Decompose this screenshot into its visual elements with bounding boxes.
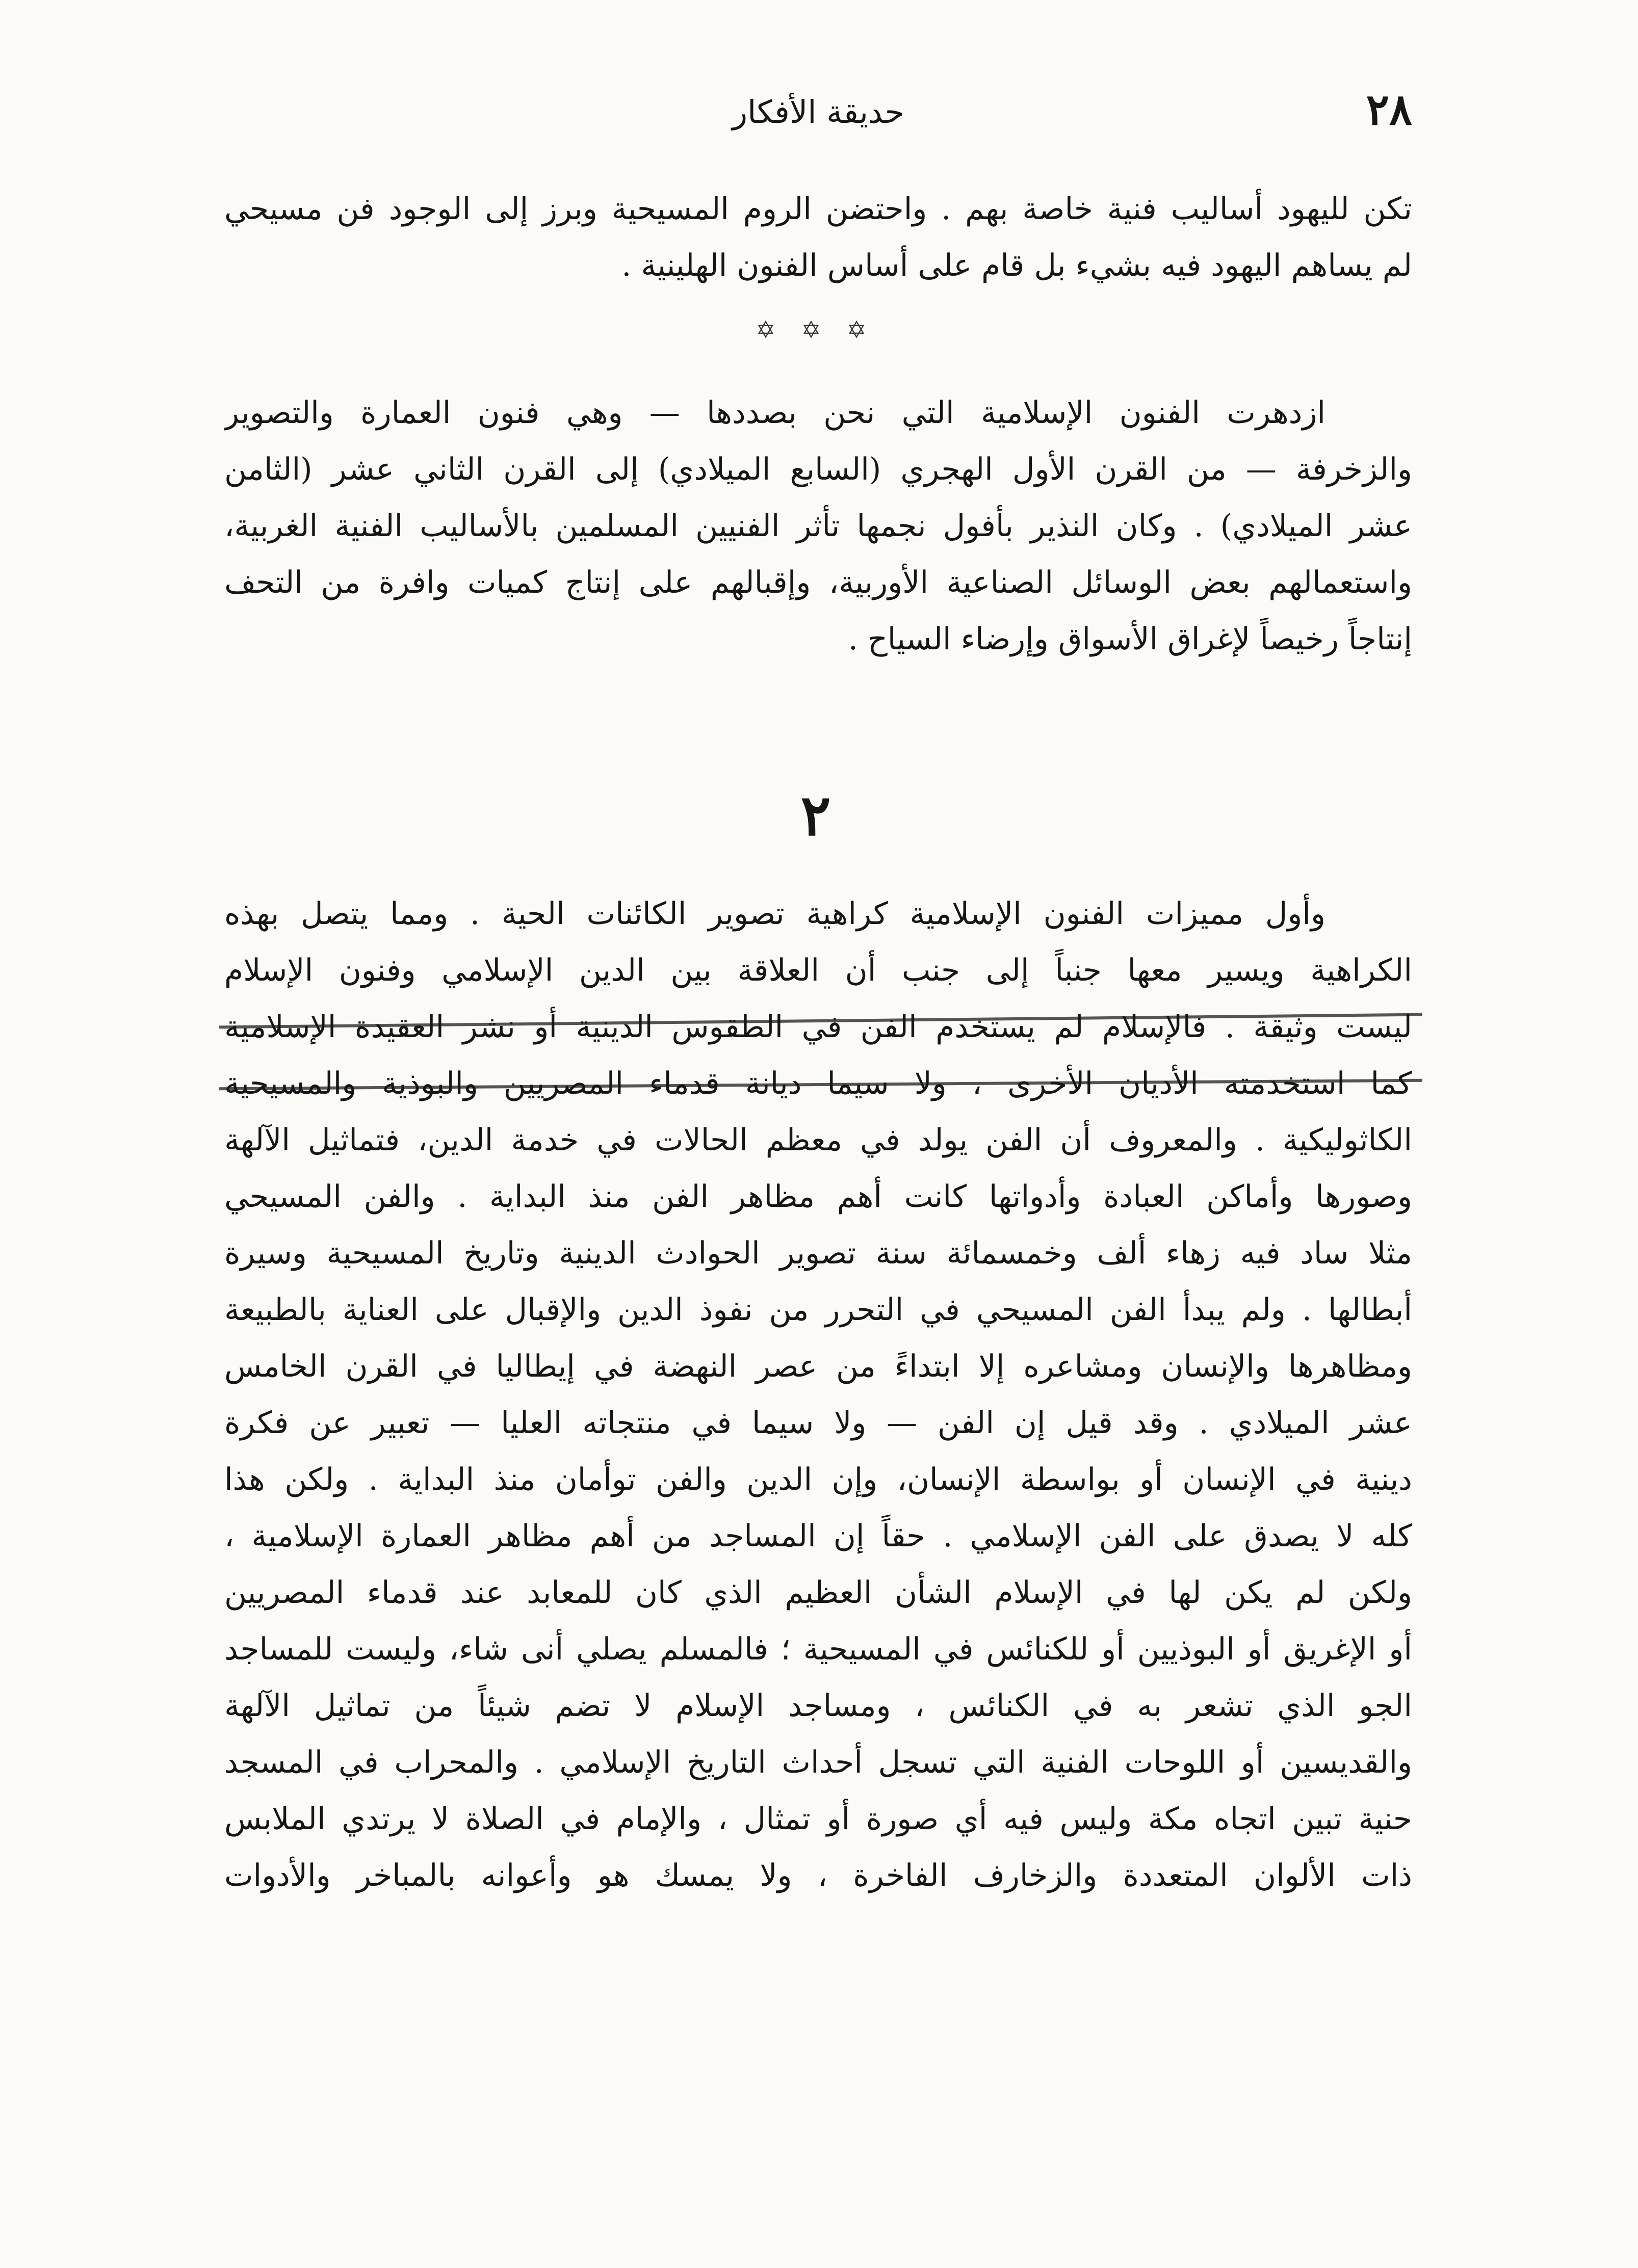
section-number: ٢ (800, 782, 831, 848)
running-head (224, 82, 1412, 138)
text-line: وصورها وأماكن العبادة وأدواتها كانت أهم مظاهر الفن منذ البداية . والفن المسيحي (224, 1179, 1412, 1215)
text-line: كما استخدمته الأديان الأخرى ، ولا سيما ديانة قدماء المصريين والبوذية والمسيحية (224, 1066, 1412, 1101)
text-line: أو الإغريق أو البوذيين أو للكنائس في المسيحية ؛ فالمسلم يصلي أنى شاء، وليست للمساجد (224, 1631, 1412, 1667)
text-line: تكن لليهود أساليب فنية خاصة بهم . واحتضن الروم المسيحية وبرز إلى الوجود فن مسيحي (224, 191, 1412, 227)
text-line: عشر الميلادي . وقد قيل إن الفن — ولا سيما في منتجاته العليا — تعبير عن فكرة (224, 1405, 1412, 1441)
text-line: أبطالها . ولم يبدأ الفن المسيحي في التحرر من نفوذ الدين والإقبال على العناية بالطبيعة (224, 1292, 1412, 1328)
text-line: والقديسين أو اللوحات الفنية التي تسجل أحداث التاريخ الإسلامي . والمحراب في المسجد (224, 1745, 1412, 1780)
text-line: وأول مميزات الفنون الإسلامية كراهية تصوير الكائنات الحية . ومما يتصل بهذه (224, 896, 1325, 932)
intro-paragraph (224, 181, 1412, 294)
running-title: حديقة الأفكار (732, 93, 904, 130)
text-line: الكاثوليكية . والمعروف أن الفن يولد في معظم الحالات في خدمة الدين، فتماثيل الآلهة (224, 1122, 1412, 1158)
text-line: واستعمالهم بعض الوسائل الصناعية الأوربية، وإقبالهم على إنتاج كميات وافرة من التحف (224, 565, 1412, 600)
text-line: ذات الألوان المتعددة والزخارف الفاخرة ، ولا يمسك هو وأعوانه بالمباخر والأدوات (224, 1858, 1412, 1893)
text-line: ولكن لم يكن لها في الإسلام الشأن العظيم الذي كان للمعابد عند قدماء المصريين (224, 1575, 1412, 1611)
section-ornament: ✡ ✡ ✡ (756, 316, 876, 344)
text-line: ازدهرت الفنون الإسلامية التي نحن بصددها — وهي فنون العمارة والتصوير (224, 395, 1325, 431)
paragraph-1 (224, 385, 1412, 668)
text-line: لم يساهم اليهود فيه بشيء بل قام على أساس الفنون الهلينية . (621, 248, 1412, 283)
text-line: الكراهية ويسير معها جنباً إلى جنب أن العلاقة بين الدين الإسلامي وفنون الإسلام (224, 953, 1412, 988)
text-line: والزخرفة — من القرن الأول الهجري (السابع الميلادي) إلى القرن الثاني عشر (الثامن (224, 452, 1412, 487)
text-line: كله لا يصدق على الفن الإسلامي . حقاً إن المساجد من أهم مظاهر العمارة الإسلامية ، (224, 1518, 1412, 1554)
text-line: مثلا ساد فيه زهاء ألف وخمسمائة سنة تصوير الحوادث الدينية وتاريخ المسيحية وسيرة (224, 1235, 1412, 1271)
text-line: إنتاجاً رخيصاً لإغراق الأسواق وإرضاء السياح . (848, 621, 1412, 657)
text-line: ليست وثيقة . فالإسلام لم يستخدم الفن في الطقوس الدينية أو نشر العقيدة الإسلامية (224, 1009, 1412, 1045)
page-number: ٢٨ (1366, 84, 1412, 135)
text-line: دينية في الإنسان أو بواسطة الإنسان، وإن الدين والفن توأمان منذ البداية . ولكن هذا (224, 1462, 1412, 1497)
text-line: ومظاهرها والإنسان ومشاعره إلا ابتداءً من عصر النهضة في إيطاليا في القرن الخامس (224, 1349, 1412, 1384)
text-line: عشر الميلادي) . وكان النذير بأفول نجمها تأثر الفنيين المسلمين بالأساليب الفنية الغربية، (224, 508, 1412, 544)
text-line: حنية تبين اتجاه مكة وليس فيه أي صورة أو تمثال ، والإمام في الصلاة لا يرتدي الملابس (224, 1801, 1412, 1837)
paragraph-2 (224, 886, 1412, 1904)
text-line: الجو الذي تشعر به في الكنائس ، ومساجد الإسلام لا تضم شيئاً من تماثيل الآلهة (224, 1688, 1412, 1724)
